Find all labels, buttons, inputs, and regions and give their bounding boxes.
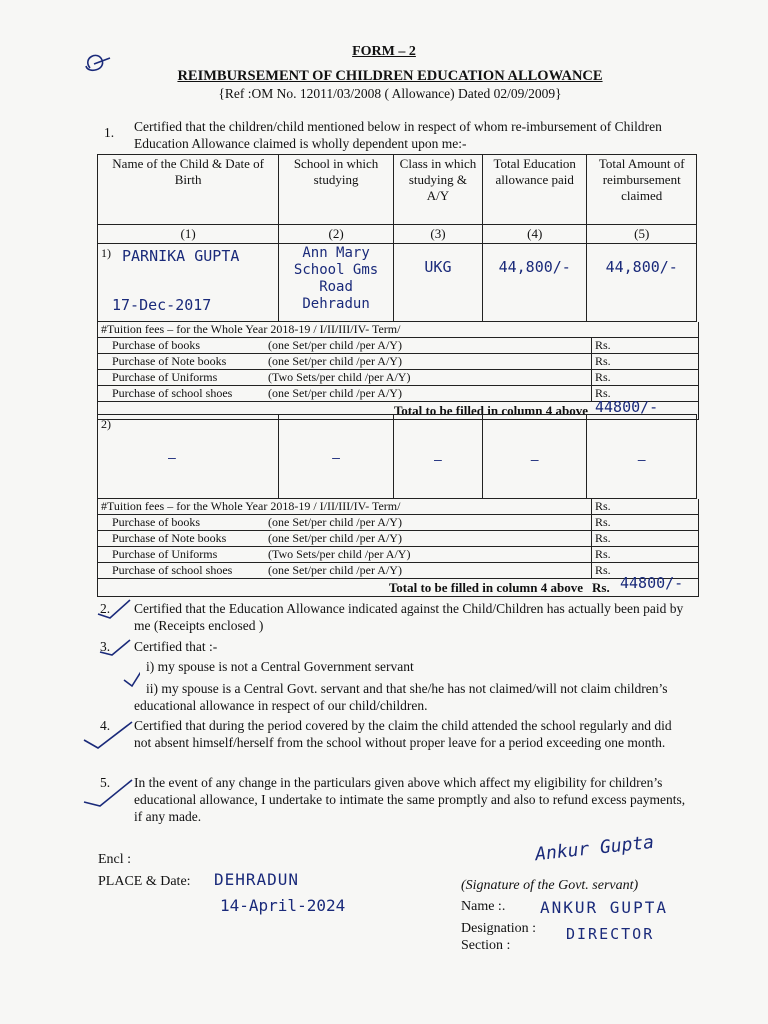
item-shoes-qty: (one Set/per child /per A/Y)	[265, 386, 592, 402]
item2-uniforms-label: Purchase of Uniforms	[98, 547, 265, 563]
cert3-text: Certified that :-	[134, 639, 218, 654]
child2-name-dash: —	[168, 451, 176, 466]
item-books-qty: (one Set/per child /per A/Y)	[265, 338, 592, 354]
item2-books-rs: Rs.	[592, 515, 699, 531]
check-icon-2	[98, 600, 130, 618]
cert3-option1: i) my spouse is not a Central Government servant	[146, 659, 414, 674]
allowance-table	[97, 154, 697, 322]
header-school: School in which studying	[279, 155, 394, 225]
col-num-3: (3)	[393, 225, 482, 244]
item2-notebooks-label: Purchase of Note books	[98, 531, 265, 547]
item-books-label: Purchase of books	[98, 338, 265, 354]
cert4-text: Certified that during the period covered by the claim the child attended the school regularly and did not absent himself/herself from the school without proper leave for a period exceeding one month.	[134, 718, 672, 750]
child1-expense-section	[97, 322, 699, 420]
child2-name-cell	[98, 415, 279, 499]
form-number: FORM – 2	[352, 44, 416, 59]
child2-school-dash: —	[279, 415, 394, 499]
total2-value: 44800/-	[620, 574, 684, 592]
section-label: Section :	[461, 938, 511, 953]
signature-label: (Signature of the Govt. servant)	[461, 878, 639, 893]
tuition-line-2: #Tuition fees – for the Whole Year 2018-19 / I/II/III/IV- Term/	[98, 499, 592, 515]
item-uniforms-label: Purchase of Uniforms	[98, 370, 265, 386]
child2-paid-dash: —	[482, 415, 586, 499]
item-shoes-label: Purchase of school shoes	[98, 386, 265, 402]
child2-class-dash: —	[393, 415, 482, 499]
check-icon-5	[84, 780, 132, 806]
place-value: DEHRADUN	[214, 870, 300, 889]
child1-index: 1)	[101, 246, 111, 260]
item2-books-label: Purchase of books	[98, 515, 265, 531]
child2-index: 2)	[101, 417, 111, 431]
name-value: ANKUR GUPTA	[540, 898, 668, 917]
reference: {Ref :OM No. 12011/03/2008 ( Allowance) Dated 02/09/2009}	[218, 86, 562, 101]
designation-value: DIRECTOR	[566, 925, 655, 943]
cert1-text: Certified that the children/child mentioned below in respect of whom re-imbursement of Children Education Allowance claimed is wholly dependent upon me:-	[134, 119, 662, 151]
col-num-4: (4)	[482, 225, 586, 244]
item2-uniforms-rs: Rs.	[592, 547, 699, 563]
total2-row	[98, 574, 698, 596]
cert3-option2: ii) my spouse is a Central Govt. servant and that she/he has not claimed/will not claim children’s educational allowance in respect of our child/children.	[134, 681, 668, 713]
signature: Ankur Gupta	[534, 831, 655, 866]
cert4-number: 4.	[100, 718, 111, 733]
item2-notebooks-qty: (one Set/per child /per A/Y)	[265, 531, 592, 547]
cert2-text: Certified that the Education Allowance indicated against the Child/Children has actually been paid by me (Receipts enclosed )	[134, 601, 684, 633]
col-num-2: (2)	[279, 225, 394, 244]
item2-shoes-label: Purchase of school shoes	[98, 563, 265, 579]
child1-name-cell	[98, 244, 279, 322]
child1-class: UKG	[393, 244, 482, 322]
item-uniforms-qty: (Two Sets/per child /per A/Y)	[265, 370, 592, 386]
total1-value: 44800/-	[595, 398, 659, 416]
tuition-rs-2: Rs.	[592, 499, 699, 515]
cert2-number: 2.	[100, 601, 111, 616]
child1-school: Ann Mary School Gms Road Dehradun	[279, 244, 394, 322]
place-date-label: PLACE & Date:	[98, 874, 191, 889]
cert1-number: 1.	[104, 125, 115, 140]
checkmark-icons	[80, 592, 140, 822]
item-notebooks-qty: (one Set/per child /per A/Y)	[265, 354, 592, 370]
item-uniforms-rs: Rs.	[592, 370, 699, 386]
cert5-number: 5.	[100, 775, 111, 790]
col-num-1: (1)	[98, 225, 279, 244]
item2-books-qty: (one Set/per child /per A/Y)	[265, 515, 592, 531]
col-num-5: (5)	[587, 225, 697, 244]
item2-notebooks-rs: Rs.	[592, 531, 699, 547]
header-child-name: Name of the Child & Date of Birth	[98, 155, 279, 225]
total2-label: Total to be filled in column 4 above	[388, 580, 583, 595]
item-shoes-rs: Rs.	[592, 386, 699, 402]
name-label: Name :.	[461, 899, 506, 914]
form-title: REIMBURSEMENT OF CHILDREN EDUCATION ALLOWANCE	[177, 68, 603, 84]
child2-table	[97, 414, 697, 499]
child1-allowance-paid: 44,800/-	[482, 244, 586, 322]
child1-dob: 17-Dec-2017	[112, 296, 212, 314]
cert5-text: In the event of any change in the particulars given above which affect my eligibility for children’s educational allowance, I undertake to intimate the same promptly and also to refund excess payments, if any made.	[134, 775, 686, 824]
enclosure-label: Encl :	[98, 852, 132, 867]
header-amount-claimed: Total Amount of reimbursement claimed	[587, 155, 697, 225]
child1-name: PARNIKA GUPTA	[122, 247, 240, 265]
header-allowance-paid: Total Education allowance paid	[482, 155, 586, 225]
item2-uniforms-qty: (Two Sets/per child /per A/Y)	[265, 547, 592, 563]
item-books-rs: Rs.	[592, 338, 699, 354]
cert3-number: 3.	[100, 639, 111, 654]
item-notebooks-rs: Rs.	[592, 354, 699, 370]
total1-label: Total to be filled in column 4 above	[393, 403, 588, 418]
item2-shoes-rs: Rs.	[592, 563, 699, 579]
total2-rs: Rs.	[592, 580, 610, 595]
child1-amount-claimed: 44,800/-	[587, 244, 697, 322]
tuition-line: #Tuition fees – for the Whole Year 2018-19 / I/II/III/IV- Term/	[98, 322, 698, 338]
child2-claimed-dash: —	[587, 415, 697, 499]
date-value: 14-April-2024	[220, 896, 346, 915]
check-icon-3i	[124, 670, 140, 686]
designation-label: Designation :	[461, 921, 537, 936]
item2-shoes-qty: (one Set/per child /per A/Y)	[265, 563, 592, 579]
item-notebooks-label: Purchase of Note books	[98, 354, 265, 370]
header-class: Class in which studying & A/Y	[393, 155, 482, 225]
check-icon-3	[100, 640, 130, 655]
child2-expense-section	[97, 499, 699, 597]
check-icon-4	[84, 722, 132, 748]
